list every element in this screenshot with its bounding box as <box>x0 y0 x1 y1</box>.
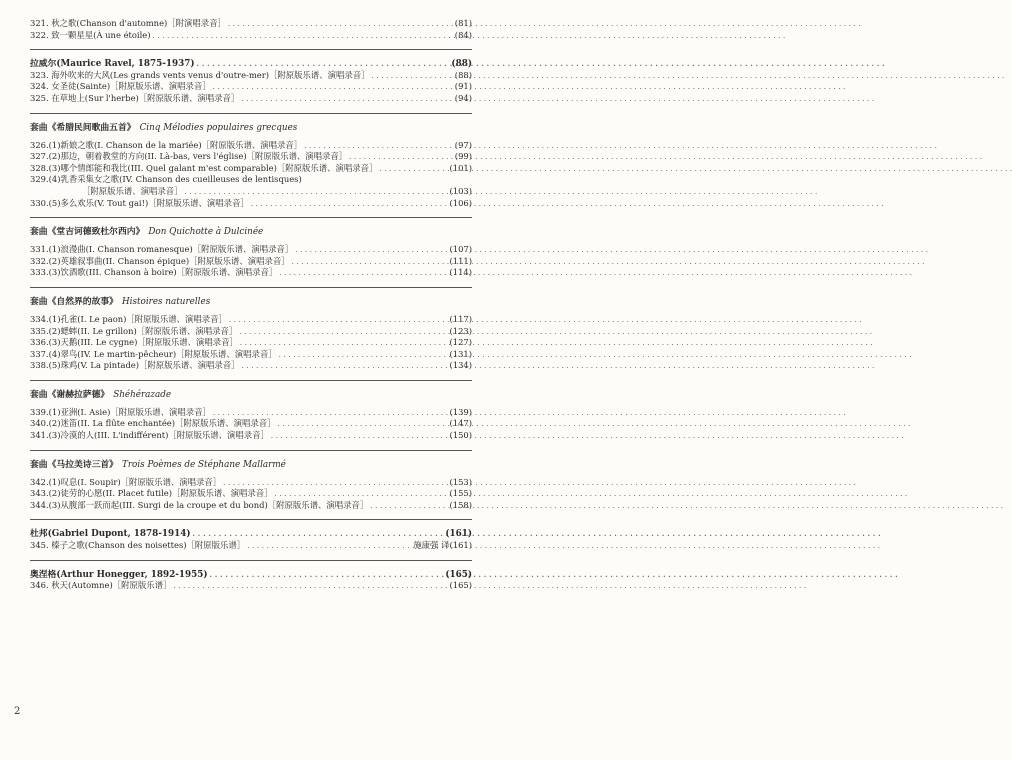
suite-title <box>30 389 472 401</box>
entry-page: (139) <box>449 406 472 417</box>
toc-entry <box>30 267 472 279</box>
entry-title: 339.(1)亚洲(I. Asie)［附原版乐谱、演唱录音］ <box>30 406 211 417</box>
entry-page: (88) <box>451 59 472 70</box>
dot-leader <box>279 350 448 362</box>
section-divider <box>30 113 472 114</box>
entry-title: 341.(3)冷漠的人(III. L'indifférent)［附原版乐谱、演唱录音］ <box>30 430 269 441</box>
entry-page: (165) <box>445 569 472 580</box>
entry-title: 342.(1)叹息(I. Soupir)［附原版乐谱、演唱录音］ <box>30 476 222 487</box>
entry-page: 施康强 译(161) <box>413 540 472 551</box>
entry-page: (134) <box>449 360 472 371</box>
toc-entry <box>30 500 472 512</box>
suite-title <box>30 459 472 471</box>
dot-leader <box>279 268 447 280</box>
dot-leader <box>379 164 447 176</box>
toc-section <box>30 18 472 41</box>
toc-section <box>30 459 472 512</box>
toc-entry <box>30 430 472 442</box>
entry-title: 杜邦(Gabriel Dupont, 1878-1914) <box>30 529 191 540</box>
entry-title: 323. 海外吹来的大风(Les grands vents venus d'outre-mer)［附原版乐谱、演唱录音］ <box>30 69 370 80</box>
toc-entry <box>30 477 472 489</box>
suite-title-zh: 套曲《谢赫拉萨德》 <box>30 389 110 400</box>
entry-page: (150) <box>449 430 472 441</box>
entry-title: 345. 榛子之歌(Chanson des noisettes)［附原版乐谱］ <box>30 540 246 551</box>
dot-leader <box>210 569 444 581</box>
entry-title: 344.(3)从腹部一跃而起(III. Surgi de la croupe et du bond)［附原版乐谱、演唱录音］ <box>30 499 369 510</box>
dot-leader <box>213 82 453 94</box>
entry-page: (91) <box>454 81 472 92</box>
entry-title: 346. 秋天(Automne)［附原版乐谱］ <box>30 580 172 591</box>
dot-leader <box>251 199 448 211</box>
toc-entry <box>30 256 472 268</box>
entry-page: (84) <box>454 29 472 40</box>
entry-page: (106) <box>449 197 472 208</box>
toc-entry <box>30 186 472 198</box>
entry-page: (107) <box>449 244 472 255</box>
entry-title: 327.(2)那边，朝着教堂的方向(II. Là-bas, vers l'église)［附原版乐谱、演唱录音］ <box>30 151 348 162</box>
entry-title: 329.(4)乳香采集女之歌(IV. Chanson des cueilleuses de lentisques) <box>30 174 302 185</box>
section-divider <box>30 287 472 288</box>
toc-entry <box>30 349 472 361</box>
dot-leader <box>239 327 447 339</box>
dot-leader <box>197 58 450 70</box>
entry-title: 332.(2)英雄叙事曲(II. Chanson épique)［附原版乐谱、演唱录音］ <box>30 255 290 266</box>
toc-section <box>30 122 472 210</box>
suite-title-zh: 套曲《堂吉诃德致杜尔西内》 <box>30 227 145 238</box>
page-number: 2 <box>14 706 21 717</box>
toc-entry <box>30 18 472 30</box>
entry-title: 325. 在草地上(Sur l'herbe)［附原版乐谱、演唱录音］ <box>30 92 240 103</box>
dot-leader <box>241 94 453 106</box>
entry-title: 337.(4)翠鸟(IV. Le martin-pêcheur)［附原版乐谱、演唱录音］ <box>30 348 277 359</box>
entry-title: 322. 致一颗星星(À une étoile) <box>30 29 151 40</box>
suite-title-fr: Shéhérazade <box>113 389 172 400</box>
suite-title-fr: Cinq Mélodies populaires grecques <box>139 122 298 133</box>
composer-heading <box>30 58 472 70</box>
toc-entry <box>30 580 472 592</box>
entry-page: (153) <box>449 476 472 487</box>
composer-heading <box>30 569 472 581</box>
entry-page: (101) <box>449 162 472 173</box>
suite-title-fr: Don Quichotte à Dulcinée <box>148 227 264 238</box>
suite-title <box>30 122 472 134</box>
toc-section <box>30 389 472 442</box>
dot-leader <box>153 31 453 43</box>
section-divider <box>30 217 472 218</box>
toc-section <box>30 58 472 104</box>
section-divider <box>30 380 472 381</box>
suite-title <box>30 226 472 238</box>
dot-leader <box>247 541 411 553</box>
composer-heading <box>30 528 472 540</box>
toc-entry <box>30 70 472 82</box>
entry-title: ［附原版乐谱、演唱录音］ <box>82 185 183 196</box>
entry-title: 奥涅格(Arthur Honegger, 1892-1955) <box>30 569 208 580</box>
entry-page: (158) <box>449 499 472 510</box>
section-divider <box>30 519 472 520</box>
entry-title: 324. 女圣徒(Sainte)［附原版乐谱、演唱录音］ <box>30 81 211 92</box>
entry-title: 321. 秋之歌(Chanson d'automne)［附演唱录音］ <box>30 18 226 28</box>
suite-title-fr: Trois Poèmes de Stéphane Mallarmé <box>121 459 286 470</box>
toc-entry <box>30 244 472 256</box>
entry-page: (103) <box>449 185 472 196</box>
dot-leader <box>229 315 448 327</box>
section-divider <box>30 49 472 50</box>
toc-entry <box>30 174 472 186</box>
toc-section <box>30 226 472 279</box>
dot-leader <box>242 361 448 373</box>
toc-entry <box>30 314 472 326</box>
entry-page: (161) <box>445 529 472 540</box>
toc-entry <box>30 488 472 500</box>
entry-page: (114) <box>449 267 472 278</box>
toc-entry <box>30 151 472 163</box>
entry-page: (97) <box>454 139 472 150</box>
dot-leader <box>295 245 447 257</box>
dot-leader <box>271 431 448 443</box>
toc-entry <box>30 326 472 338</box>
suite-title-fr: Histoires naturelles <box>121 296 211 307</box>
toc-entry <box>30 163 472 175</box>
entry-title: 拉威尔(Maurice Ravel, 1875-1937) <box>30 59 195 70</box>
entry-page: (123) <box>449 325 472 336</box>
suite-title-zh: 套曲《自然界的故事》 <box>30 296 118 307</box>
entry-page: (111) <box>449 255 472 266</box>
toc-entry <box>30 198 472 210</box>
entry-page: (131) <box>449 348 472 359</box>
entry-title: 340.(2)迷笛(II. La flûte enchantée)［附原版乐谱、演唱录音］ <box>30 418 276 429</box>
suite-title-zh: 套曲《马拉美诗三首》 <box>30 459 118 470</box>
toc-entry <box>30 337 472 349</box>
entry-title: 331.(1)浪漫曲(I. Chanson romanesque)［附原版乐谱、演唱录音］ <box>30 244 294 255</box>
section-divider <box>30 560 472 561</box>
toc-entry <box>30 418 472 430</box>
entry-title: 343.(2)徒劳的心愿(II. Placet futile)［附原版乐谱、演唱录音］ <box>30 488 273 499</box>
toc-entry <box>30 140 472 152</box>
dot-leader <box>173 581 447 593</box>
suite-title-zh: 套曲《希腊民间歌曲五首》 <box>30 122 136 133</box>
table-of-contents <box>30 18 472 592</box>
entry-title: 330.(5)多么欢乐(V. Tout gai!)［附原版乐谱、演唱录音］ <box>30 197 249 208</box>
dot-leader <box>228 19 453 31</box>
dot-leader <box>278 419 448 431</box>
dot-leader <box>372 71 453 83</box>
entry-title: 336.(3)天鹅(III. Le cygne)［附原版乐谱、演唱录音］ <box>30 337 238 348</box>
suite-title <box>30 296 472 308</box>
entry-title: 333.(3)饮酒歌(III. Chanson à boire)［附原版乐谱、演唱录音］ <box>30 267 278 278</box>
entry-page: (88) <box>454 69 472 80</box>
toc-section <box>30 296 472 372</box>
toc-entry <box>30 360 472 372</box>
entry-title: 335.(2)蟋蟀(II. Le grillon)［附原版乐谱、演唱录音］ <box>30 325 238 336</box>
entry-title: 328.(3)哪个情郎能和我比(III. Quel galant m'est comparable)［附原版乐谱、演唱录音］ <box>30 162 378 173</box>
dot-leader <box>370 501 447 513</box>
toc-section <box>30 528 472 551</box>
dot-leader <box>193 528 444 540</box>
entry-page: (147) <box>449 418 472 429</box>
toc-entry <box>30 30 472 42</box>
section-divider <box>30 450 472 451</box>
entry-page: (155) <box>449 488 472 499</box>
entry-page: (94) <box>454 92 472 103</box>
entry-title: 326.(1)新娘之歌(I. Chanson de la mariée)［附原版乐谱、演唱录音］ <box>30 139 303 150</box>
entry-page: (127) <box>449 337 472 348</box>
toc-section <box>30 569 472 592</box>
toc-entry <box>30 93 472 105</box>
dot-leader <box>292 257 448 269</box>
entry-page: (81) <box>454 18 472 28</box>
entry-page: (165) <box>449 580 472 591</box>
entry-title: 334.(1)孔雀(I. Le paon)［附原版乐谱、演唱录音］ <box>30 313 227 324</box>
entry-page: (99) <box>454 151 472 162</box>
toc-entry <box>30 81 472 93</box>
entry-page: (117) <box>449 313 472 324</box>
entry-title: 338.(5)珠鸡(V. La pintade)［附原版乐谱、演唱录音］ <box>30 360 240 371</box>
toc-entry <box>30 540 472 552</box>
toc-entry <box>30 407 472 419</box>
